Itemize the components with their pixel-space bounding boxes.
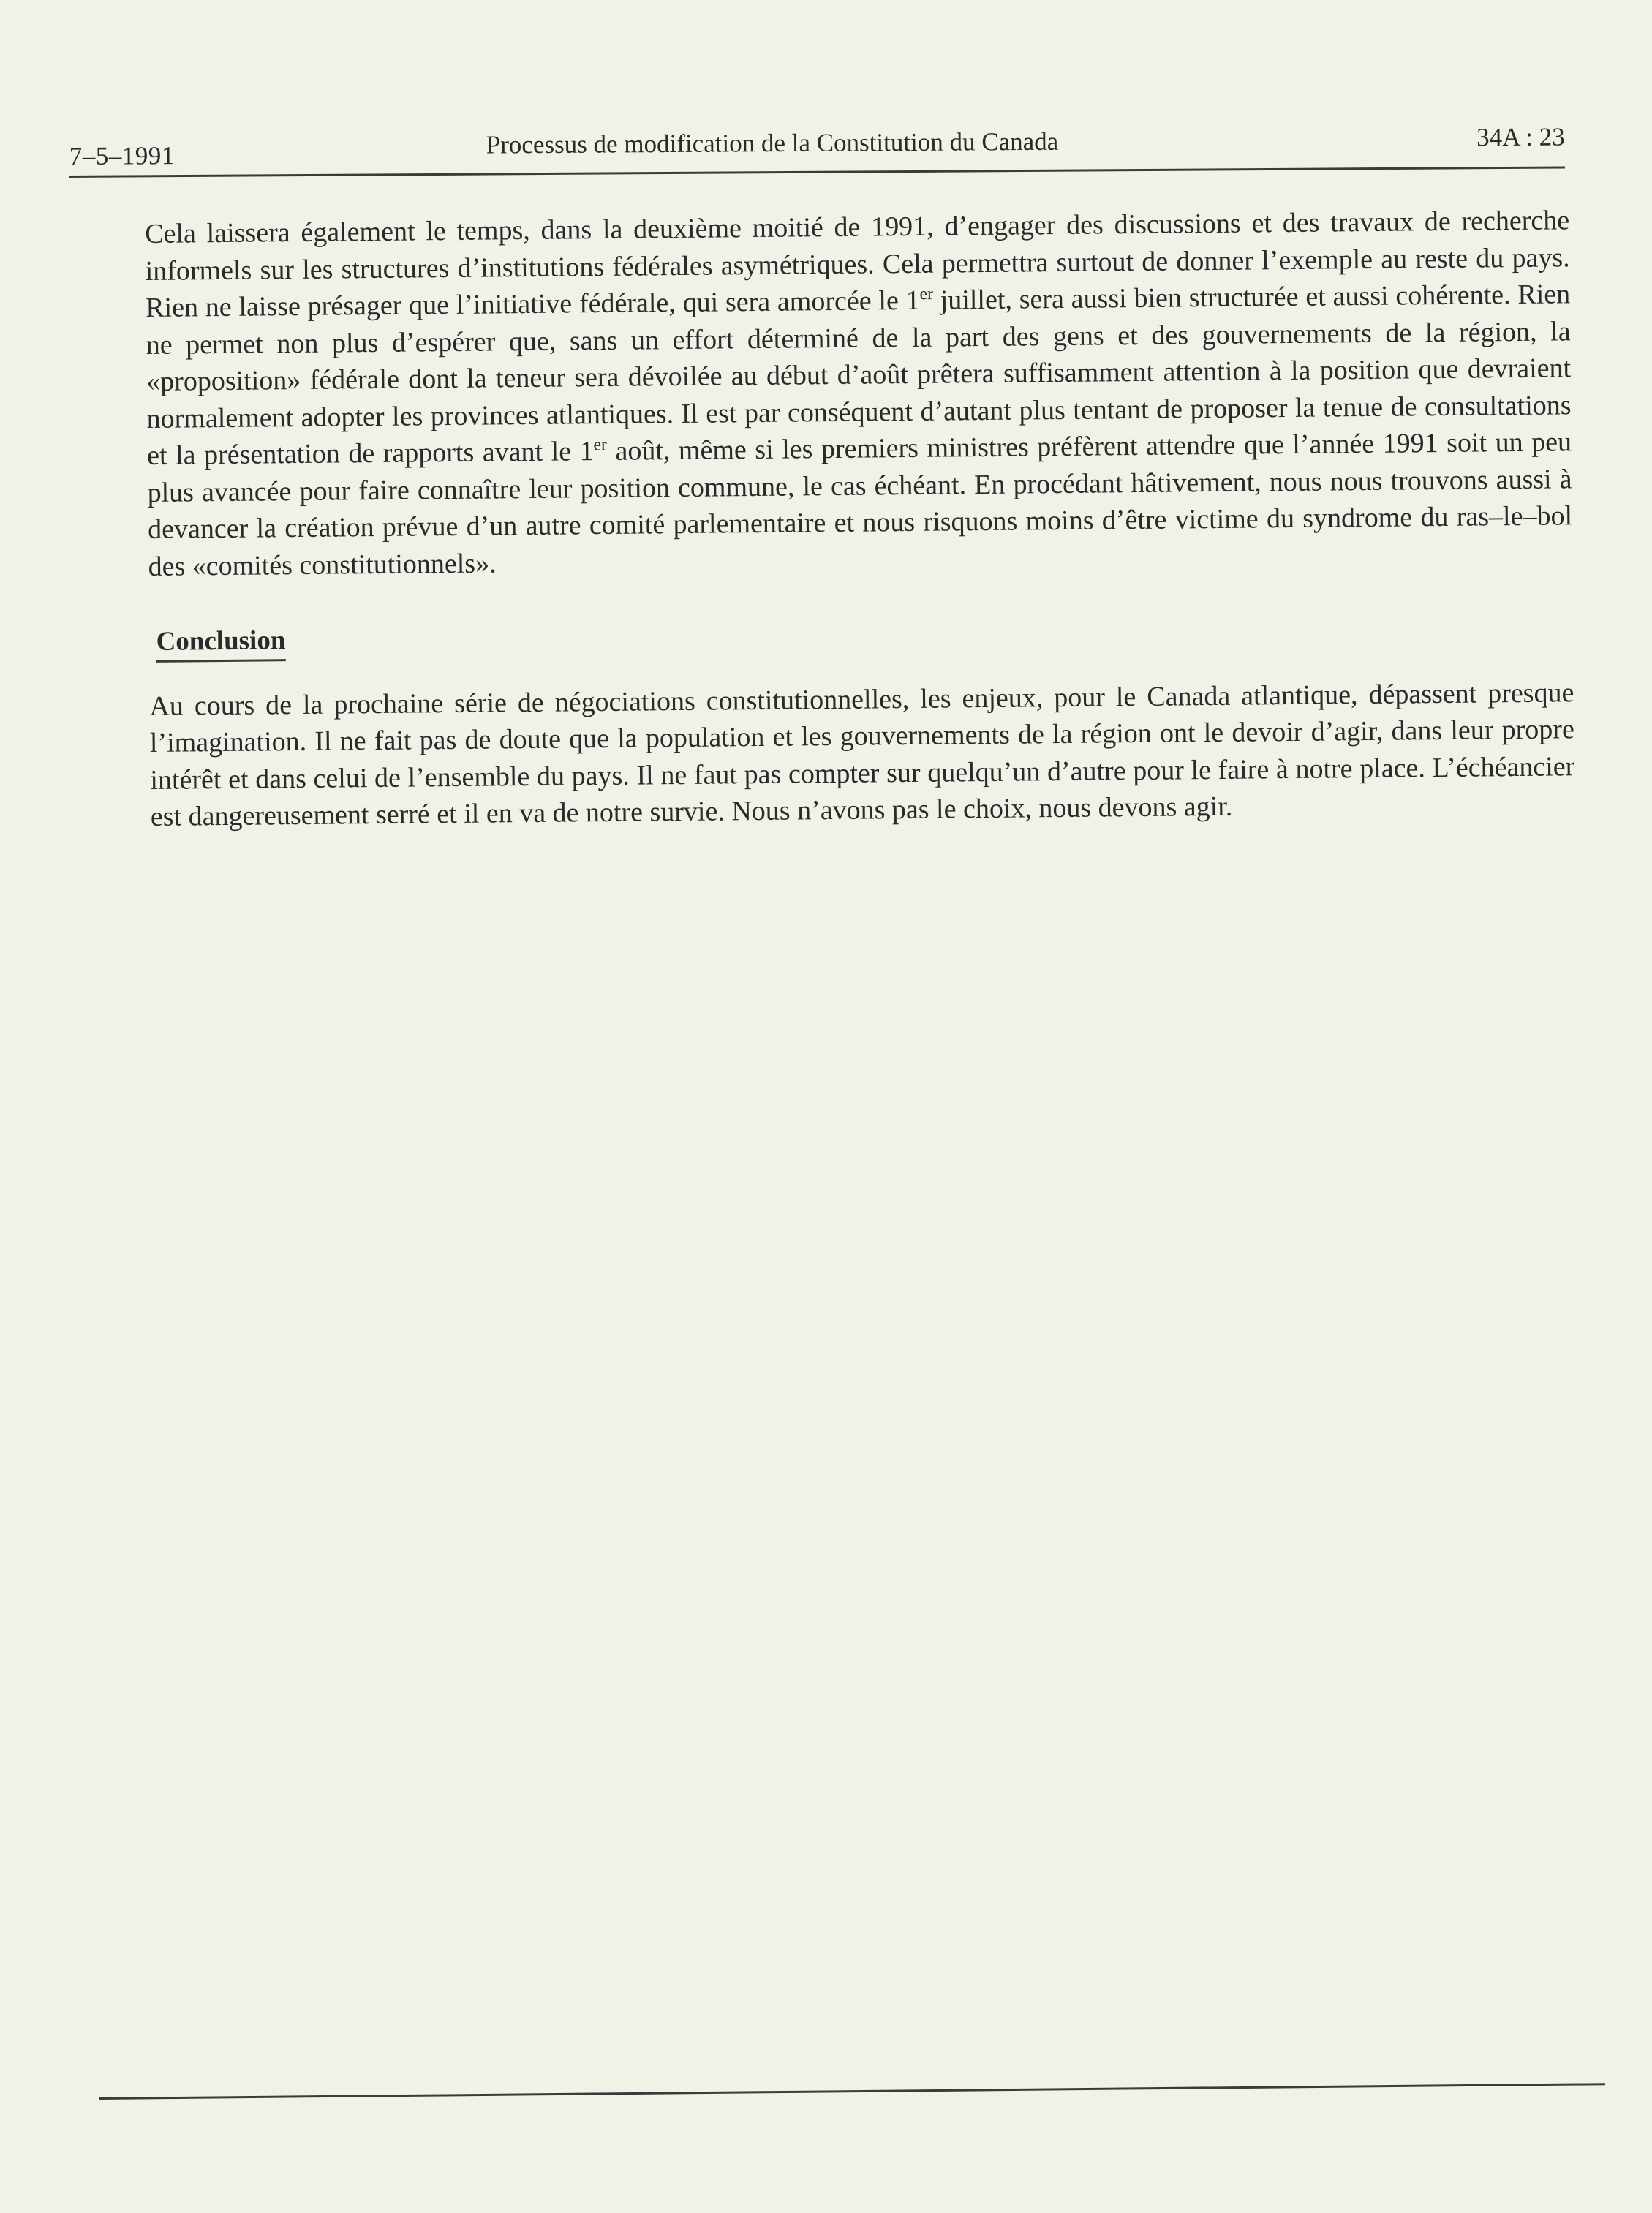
header-page-number: 34A : 23: [1476, 122, 1565, 152]
paragraph-intro-part3: août, même si les premiers ministres préfèrent attendre que l’année 1991 soit un peu plus avancée pour faire connaître leur position commune, le cas échéant. En procédant hâtivement, nous nous trouvons aussi à devancer la création prévue d’un autre comité parlementaire et nous risquons moins d’être victime du syndrome du ras–le–bol des «comités constitutionnels».: [147, 426, 1573, 582]
superscript-er-1: er: [919, 284, 933, 304]
header-date: 7–5–1991: [69, 141, 175, 171]
superscript-er-2: er: [593, 435, 607, 455]
header-title: Processus de modification de la Constitution du Canada: [486, 127, 1059, 159]
conclusion-paragraph: Au cours de la prochaine série de négociations constitutionnelles, les enjeux, pour le Canada atlantique, dépassent presque l’imagination. Il ne fait pas de doute que la population et les gouvernements de la région ont le devoir d’agir, dans leur propre intérêt et dans celui de l’ensemble du pays. Il ne faut pas compter sur quelqu’un d’autre pour le faire à notre place. L’échéancier est dangereusement serré et il en va de notre survie. Nous n’avons pas le choix, nous devons agir.: [149, 676, 1575, 833]
paragraph-intro: [145, 202, 1573, 585]
page-header: [69, 101, 1565, 178]
conclusion-heading: Conclusion: [156, 626, 285, 662]
paragraph-intro-part2: juillet, sera aussi bien structurée et aussi cohérente. Rien ne permet non plus d’espérer que, sans un effort déterminé de la part des gens et des gouvernements de la région, la «proposition» fédérale dont la teneur sera dévoilée au début d’août prêtera suffisamment attention à la position que devraient normalement adopter les provinces atlantiques. Il est par conséquent d’autant plus tentant de proposer la tenue de consultations et la présentation de rapports avant le 1: [146, 279, 1572, 471]
paragraph-intro-part1: Cela laissera également le temps, dans la deuxième moitié de 1991, d’engager des discussions et des travaux de recherche informels sur les structures d’institutions fédérales asymétriques. Cela permettra surtout de donner l’exemple au reste du pays. Rien ne laisse présager que l’initiative fédérale, qui sera amorcée le 1: [145, 205, 1570, 323]
footer-rule: [99, 2083, 1605, 2100]
body-text: [145, 202, 1575, 835]
